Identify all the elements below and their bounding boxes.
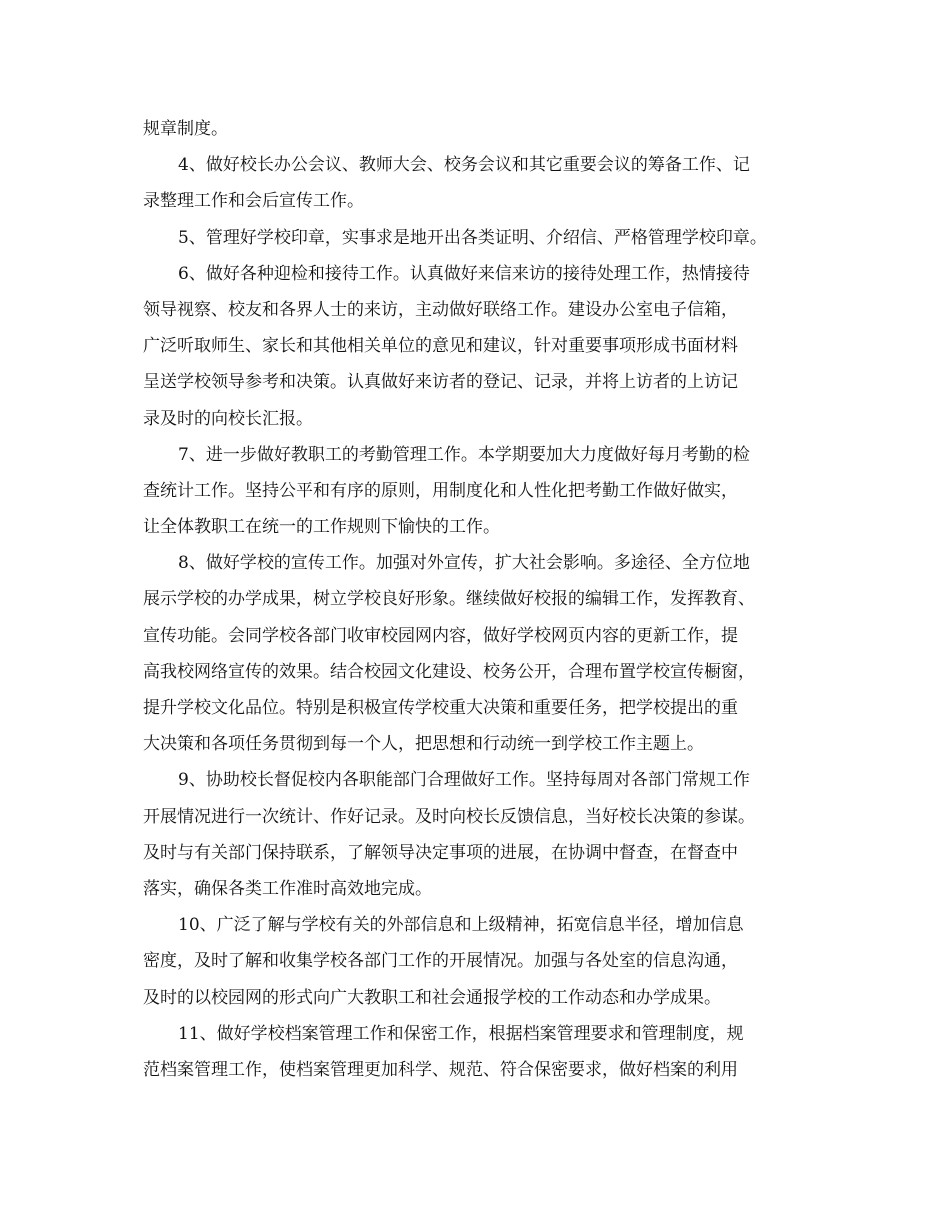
text-line: 让全体教职工在统一的工作规则下愉快的工作。 [143,517,500,538]
text-line: 密度，及时了解和收集学校各部门工作的开展情况。加强与各处室的信息沟通， [143,951,738,972]
text-line: 8、做好学校的宣传工作。加强对外宣传，扩大社会影响。多途径、全方位地 [178,553,750,574]
text-line: 呈送学校领导参考和决策。认真做好来访者的登记、记录，并将上访者的上访记 [143,372,738,393]
text-line: 查统计工作。坚持公平和有序的原则，用制度化和人性化把考勤工作做好做实， [143,480,738,501]
text-line: 开展情况进行一次统计、作好记录。及时向校长反馈信息，当好校长决策的参谋。 [143,806,755,827]
text-line: 大决策和各项任务贯彻到每一个人，把思想和行动统一到学校工作主题上。 [143,734,704,755]
text-line: 及时与有关部门保持联系，了解领导决定事项的进展，在协调中督查，在督查中 [143,842,738,863]
text-line: 宣传功能。会同学校各部门收审校园网内容，做好学校网页内容的更新工作，提 [143,625,738,646]
text-line: 及时的以校园网的形式向广大教职工和社会通报学校的工作动态和办学成果。 [143,987,721,1008]
text-line: 录整理工作和会后宣传工作。 [143,191,364,212]
text-line: 10、广泛了解与学校有关的外部信息和上级精神，拓宽信息半径，增加信息 [178,915,744,936]
text-line: 落实，确保各类工作准时高效地完成。 [143,878,432,899]
text-line: 7、进一步做好教职工的考勤管理工作。本学期要加大力度做好每月考勤的检 [178,444,750,465]
text-line: 11、做好学校档案管理工作和保密工作，根据档案管理要求和管理制度，规 [178,1023,744,1044]
text-line: 展示学校的办学成果，树立学校良好形象。继续做好校报的编辑工作，发挥教育、 [143,589,755,610]
text-line: 录及时的向校长汇报。 [143,408,313,429]
text-line: 4、做好校长办公会议、教师大会、校务会议和其它重要会议的筹备工作、记 [178,155,750,176]
text-line: 5、管理好学校印章，实事求是地开出各类证明、介绍信、严格管理学校印章。 [178,227,767,248]
text-line: 6、做好各种迎检和接待工作。认真做好来信来访的接待处理工作，热情接待 [178,263,750,284]
text-line: 广泛听取师生、家长和其他相关单位的意见和建议，针对重要事项形成书面材料 [143,336,738,357]
document-body [143,111,823,1088]
text-line: 提升学校文化品位。特别是积极宣传学校重大决策和重要任务，把学校提出的重 [143,698,738,718]
text-line: 规章制度。 [143,119,228,139]
text-line: 高我校网络宣传的效果。结合校园文化建设、校务公开，合理布置学校宣传橱窗， [143,661,755,682]
text-line: 领导视察、校友和各界人士的来访，主动做好联络工作。建设办公室电子信箱， [143,299,738,320]
text-line: 9、协助校长督促校内各职能部门合理做好工作。坚持每周对各部门常规工作 [178,770,750,791]
text-line: 范档案管理工作，使档案管理更加科学、规范、符合保密要求，做好档案的利用 [143,1059,738,1080]
